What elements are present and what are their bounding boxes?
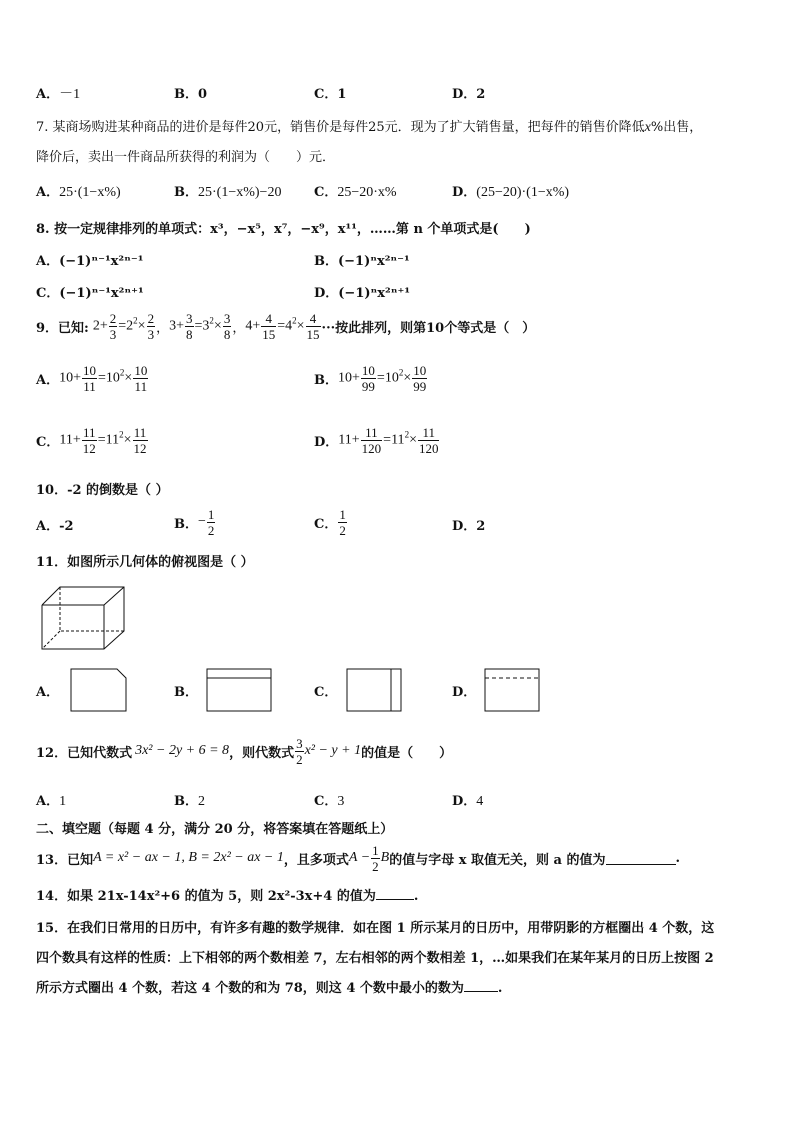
q10-option-a: A．-2 bbox=[36, 519, 74, 534]
q6-option-c: C．1 bbox=[314, 87, 347, 102]
q7-stem-line2: 降价后，卖出一件商品所获得的利润为（ ）元． bbox=[36, 150, 336, 165]
q15-stem-line3: 所示方式圈出 4 个数，若这 4 个数的和为 78，则这 4 个数中最小的数为 . bbox=[36, 981, 503, 996]
q7-stem-line1: 7. 某商场购进某种商品的进价是每件20元，销售价是每件25元．现为了扩大销售量，把每件的销售价降低x%出售， bbox=[36, 120, 703, 135]
q6-option-a: A．－1 bbox=[36, 87, 81, 102]
q15-stem-line2: 四个数具有这样的性质：上下相邻的两个数相差 7，左右相邻的两个数相差 1，…如果我们在某年某月的日历上按图 2 bbox=[36, 951, 714, 966]
q10-option-d: D．2 bbox=[452, 519, 486, 534]
q12-option-c: C．3 bbox=[314, 794, 345, 809]
q11-option-c-label: C． bbox=[314, 685, 338, 700]
q8-stem: 8. 按一定规律排列的单项式：x³，−x⁵，x⁷，−x⁹，x¹¹，……第 n 个单项式是( ) bbox=[36, 222, 531, 237]
q7-option-b: B．25·(1−x%)−20 bbox=[174, 185, 282, 200]
q12-option-d: D．4 bbox=[452, 794, 484, 809]
q10-option-b: B． − $\frac{1}{2}$ bbox=[174, 506, 215, 538]
q6-option-d: D．2 bbox=[452, 87, 486, 102]
q10-stem: 10．-2 的倒数是（ ） bbox=[36, 483, 169, 498]
q12-option-a: A．1 bbox=[36, 794, 67, 809]
q12-option-b: B．2 bbox=[174, 794, 205, 809]
q11-option-c-figure bbox=[346, 668, 404, 712]
q9-option-c: C． 11+ $\frac{11}{12}$ $=11^2\times$ $\frac{11}{12}$ bbox=[36, 424, 147, 456]
q9-eq-1: 2+ $\frac{2}{3}$ $=2^2\times$ $\frac{2}{3}$ bbox=[92, 310, 155, 342]
q14-stem: 14．如果 21x-14x²+6 的值为 5，则 2x²-3x+4 的值为 . bbox=[36, 889, 419, 904]
q7-option-c: C．25−20·x% bbox=[314, 185, 397, 200]
q12-stem: 12．已知代数式 3x² − 2y + 6 = 8 ，则代数式 $\frac{3}{2}$ x² − y + 1 的值是（ ） bbox=[36, 735, 453, 767]
q9-eq-2: 3+ $\frac{3}{8}$ $=3^2\times$ $\frac{3}{8}$ bbox=[169, 310, 231, 342]
q13-stem: 13．已知 A = x² − ax − 1, B = 2x² − ax − 1 ，且多项式 A − $\frac{1}{2}$ B 的值与字母 x 取值无关，则 a 的值为 . bbox=[36, 842, 681, 874]
q7-option-d: D．(25−20)·(1−x%) bbox=[452, 185, 570, 200]
q6-option-b: B．0 bbox=[174, 87, 208, 102]
q11-option-a-figure bbox=[70, 668, 128, 712]
section-2-heading: 二、填空题（每题 4 分，满分 20 分，将答案填在答题纸上） bbox=[36, 822, 394, 837]
q11-option-d-label: D． bbox=[452, 685, 477, 700]
q7-option-a: A．25·(1−x%) bbox=[36, 185, 121, 200]
q9-option-d: D． 11+ $\frac{11}{120}$ $=11^2\times$ $\frac{11}{120}$ bbox=[314, 424, 439, 456]
q11-option-d-figure bbox=[484, 668, 544, 712]
q14-answer-blank[interactable] bbox=[376, 887, 414, 900]
q15-stem-line1: 15．在我们日常用的日历中，有许多有趣的数学规律．如在图 1 所示某月的日历中，用带阴影的方框圈出 4 个数，这 bbox=[36, 921, 715, 936]
q10-option-c: C． $\frac{1}{2}$ bbox=[314, 506, 346, 538]
q9-stem: 9．已知: 2+ $\frac{2}{3}$ $=2^2\times$ $\frac{2}{3}$ ， 3+ $\frac{3}{8}$ $=3^2\times$ $\frac{3}{8}$ ， 4+ $\frac{4}{15}$ $=4^2\times$ $\frac{4}{15}$ ···按此排列，则第10个等式是（ ） bbox=[36, 310, 536, 342]
q9-option-b: B． 10+ $\frac{10}{99}$ $=10^2\times$ $\frac{10}{99}$ bbox=[314, 362, 427, 394]
q11-option-a-label: A． bbox=[36, 685, 60, 700]
q15-answer-blank[interactable] bbox=[464, 979, 498, 992]
q11-option-b-figure bbox=[206, 668, 272, 712]
q8-option-d: D．(−1)ⁿx²ⁿ⁺¹ bbox=[314, 286, 411, 301]
q8-option-a: A．(−1)ⁿ⁻¹x²ⁿ⁻¹ bbox=[36, 254, 144, 269]
q9-eq-3: 4+ $\frac{4}{15}$ $=4^2\times$ $\frac{4}{15}$ bbox=[245, 310, 320, 342]
q11-option-b-label: B． bbox=[174, 685, 198, 700]
q13-answer-blank[interactable] bbox=[606, 852, 676, 865]
q9-option-a: A． 10+ $\frac{10}{11}$ $=10^2\times$ $\frac{10}{11}$ bbox=[36, 362, 148, 394]
q11-stem: 11．如图所示几何体的俯视图是（ ） bbox=[36, 555, 254, 570]
q8-option-b: B．(−1)ⁿx²ⁿ⁻¹ bbox=[314, 254, 410, 269]
q8-option-c: C．(−1)ⁿ⁻¹x²ⁿ⁺¹ bbox=[36, 286, 144, 301]
q11-solid-figure bbox=[38, 583, 130, 653]
